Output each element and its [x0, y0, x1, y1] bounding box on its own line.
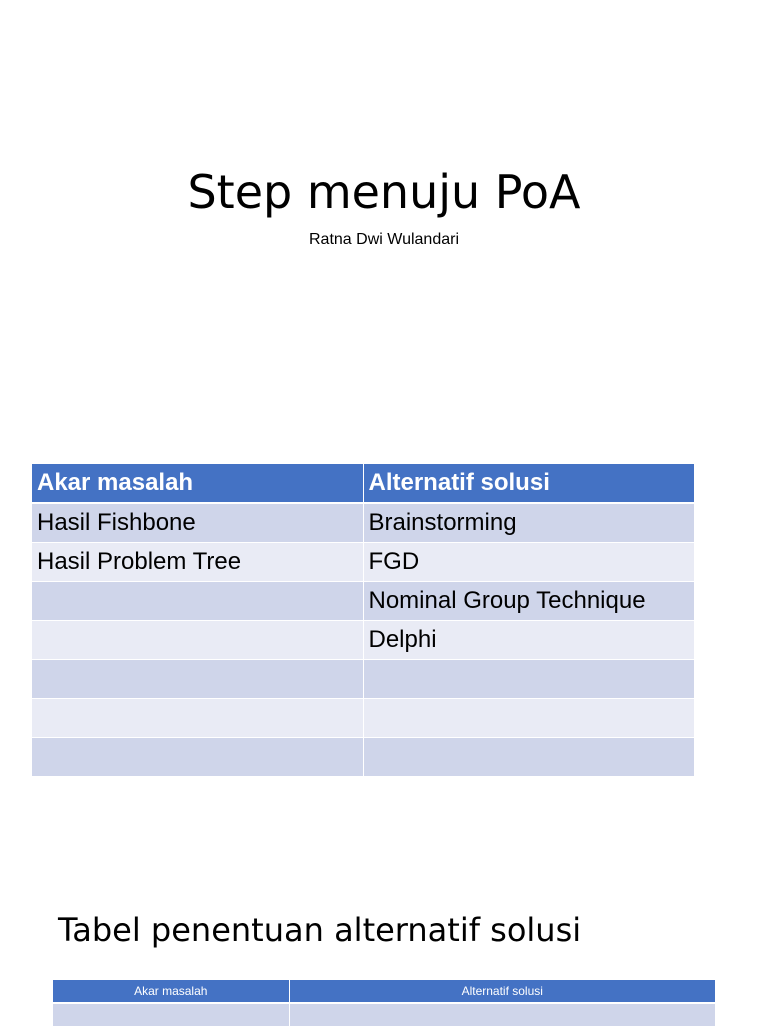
table-cell [32, 699, 363, 738]
table-cell [363, 660, 694, 699]
table-cell: Hasil Problem Tree [32, 543, 363, 582]
table-cell [32, 660, 363, 699]
column-header: Alternatif solusi [363, 464, 694, 503]
table-row [32, 660, 694, 699]
table-row [53, 1003, 715, 1026]
table-row [32, 543, 694, 582]
table-cell [289, 1003, 715, 1026]
table-row [32, 621, 694, 660]
table-cell: Hasil Fishbone [32, 503, 363, 543]
table-cell: Nominal Group Technique [363, 582, 694, 621]
table-cell [363, 738, 694, 777]
table-cell [32, 582, 363, 621]
root-cause-solution-table [32, 464, 694, 776]
table-cell: Delphi [363, 621, 694, 660]
table-cell [363, 699, 694, 738]
table-cell: FGD [363, 543, 694, 582]
table-header-row [32, 464, 694, 503]
table-cell [32, 738, 363, 777]
table-row [32, 503, 694, 543]
table-cell: Brainstorming [363, 503, 694, 543]
column-header: Akar masalah [53, 980, 289, 1003]
table-cell [32, 621, 363, 660]
solution-determination-table [53, 980, 715, 1026]
table-row [32, 738, 694, 777]
table-row [32, 699, 694, 738]
table-cell [53, 1003, 289, 1026]
slide-subtitle-author: Ratna Dwi Wulandari [309, 231, 459, 248]
table-row [32, 582, 694, 621]
slide-title: Step menuju PoA [187, 165, 581, 219]
column-header: Akar masalah [32, 464, 363, 503]
column-header: Alternatif solusi [289, 980, 715, 1003]
table-header-row [53, 980, 715, 1003]
section-heading: Tabel penentuan alternatif solusi [58, 911, 582, 949]
